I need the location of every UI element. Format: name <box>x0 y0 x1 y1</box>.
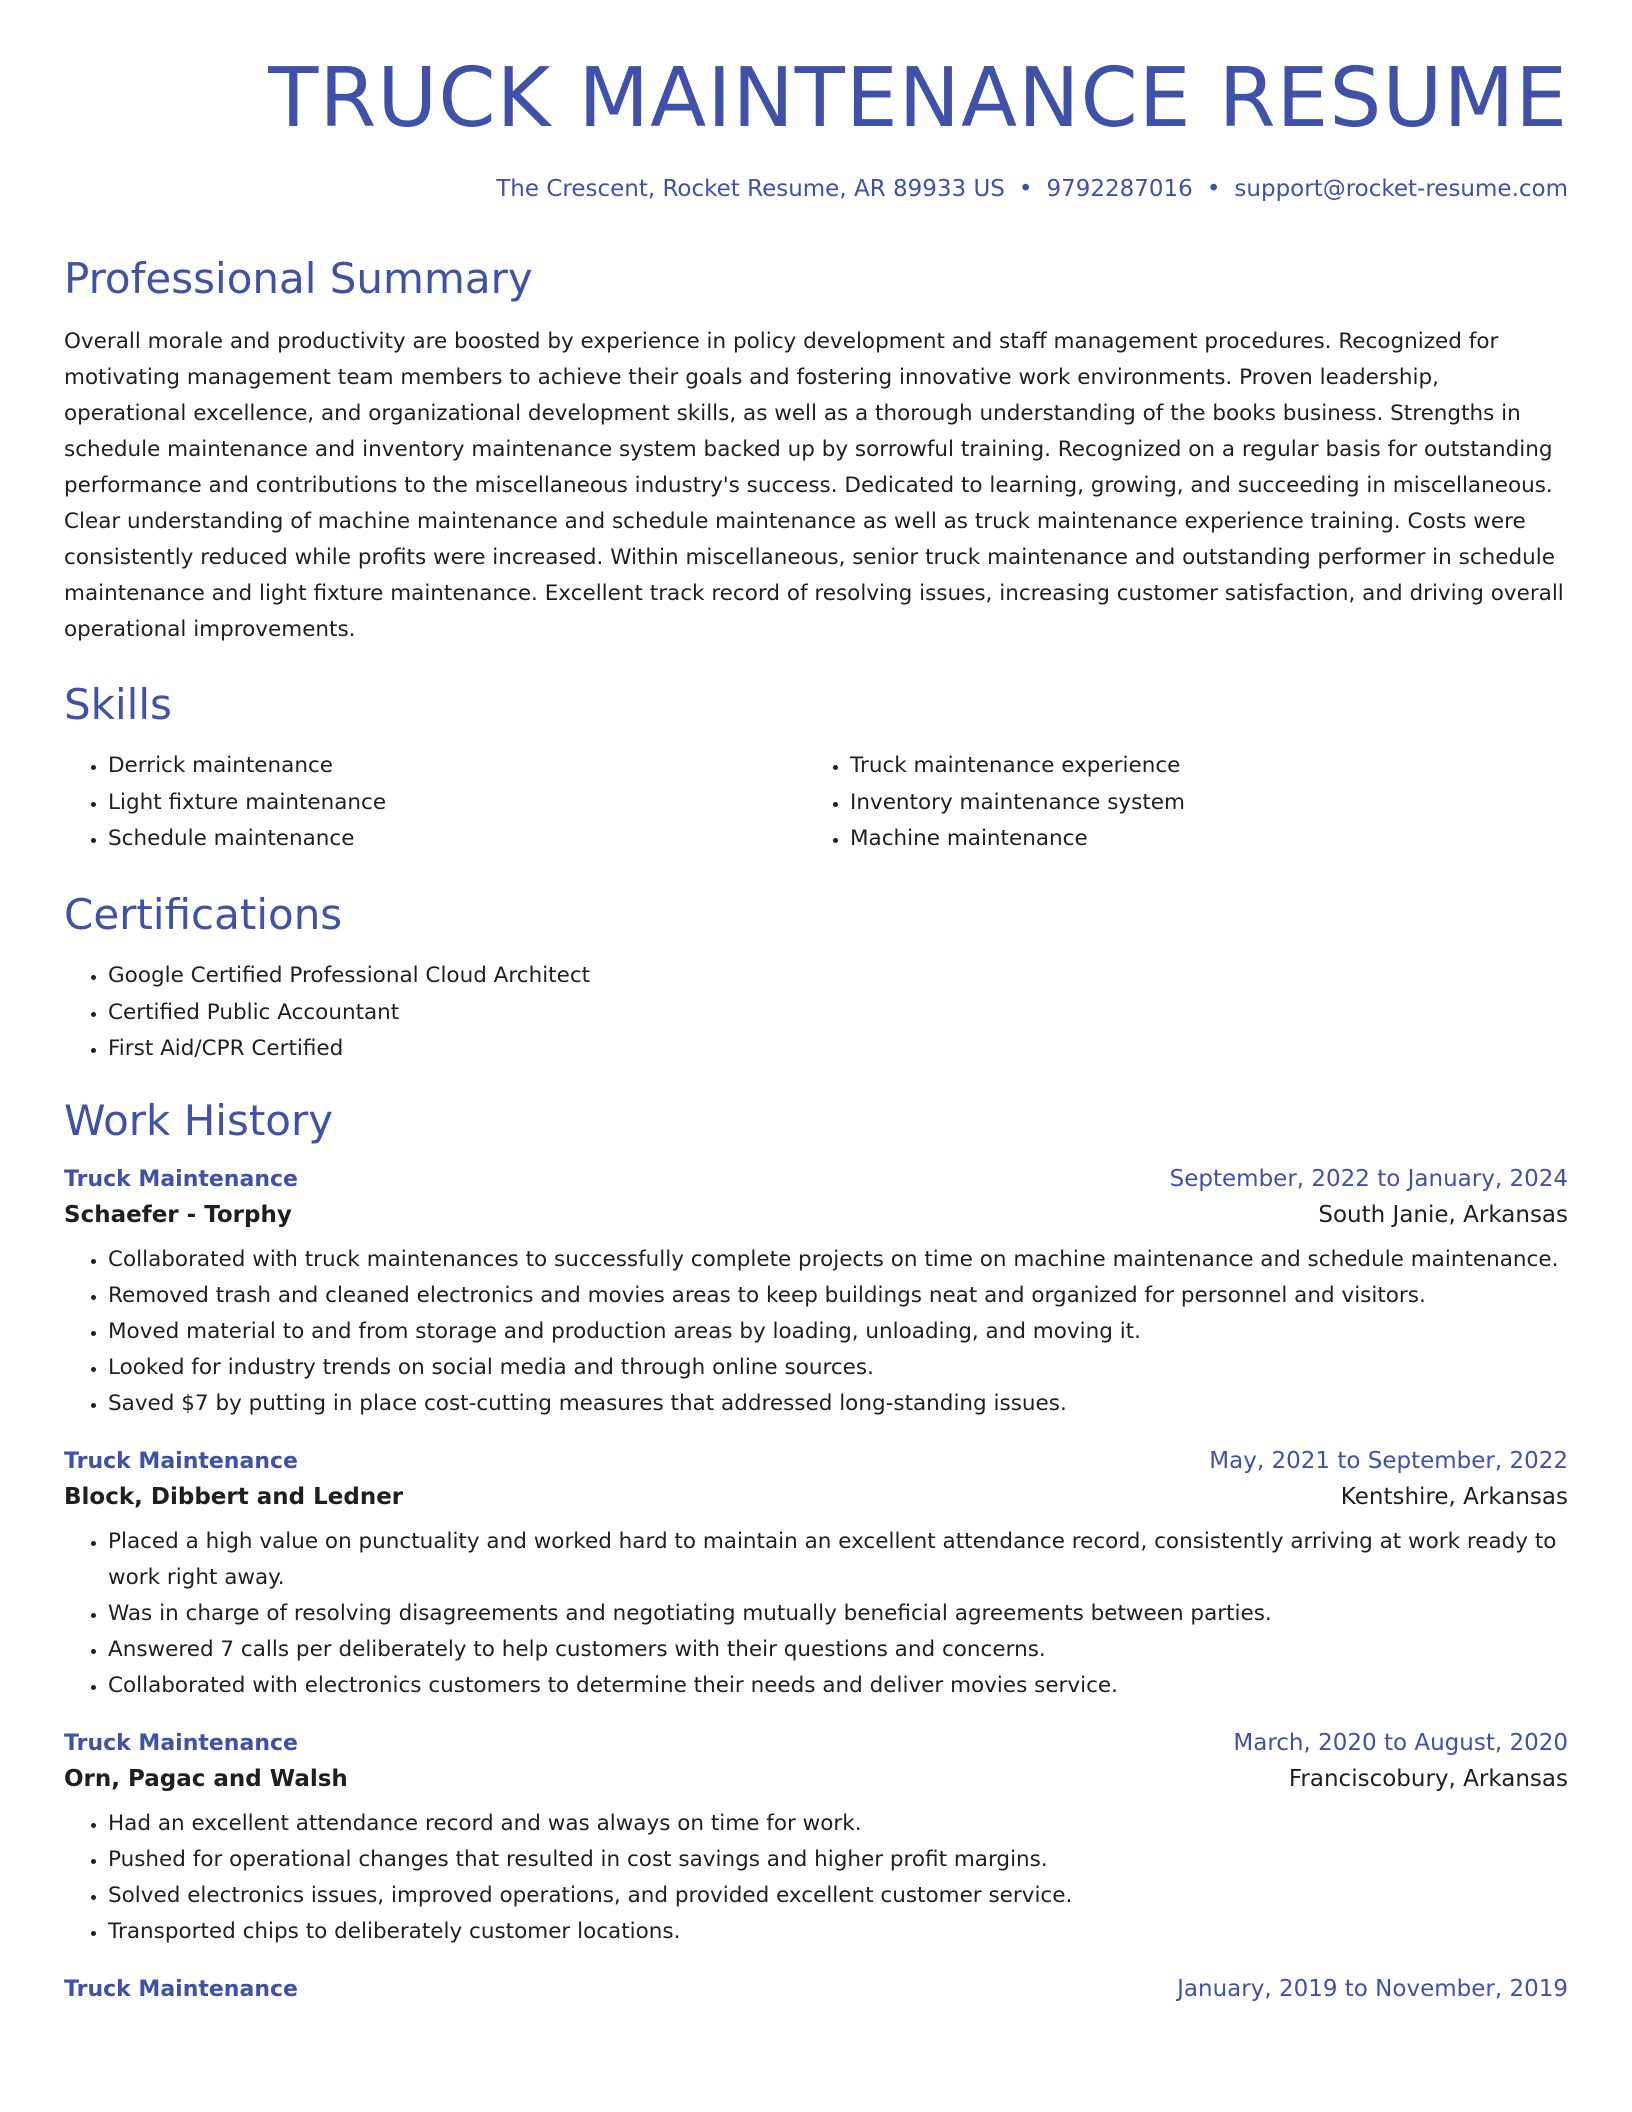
job-entry <box>64 1448 1568 1704</box>
job-entry <box>64 1976 1568 2002</box>
certifications-heading: Certifications <box>64 889 343 939</box>
summary-heading: Professional Summary <box>64 254 533 303</box>
job-bullet: • Removed trash and cleaned electronics and movies areas to keep buildings neat and organized for personnel and visitors. <box>108 1278 1568 1314</box>
job-bullets <box>64 1806 1568 1950</box>
contact-address: The Crescent, Rocket Resume, AR 89933 US <box>496 176 1005 202</box>
skill-item: • Light fixture maintenance <box>108 785 806 822</box>
job-bullet: • Answered 7 calls per deliberately to help customers with their questions and concerns. <box>108 1632 1568 1668</box>
job-bullets <box>64 1524 1568 1704</box>
job-dates: January, 2019 to November, 2019 <box>1177 1975 1568 2002</box>
skill-item: • Machine maintenance <box>850 821 1548 858</box>
contact-separator: • <box>1018 176 1033 202</box>
job-company: Orn, Pagac and Walsh <box>64 1765 348 1792</box>
job-bullet: • Transported chips to deliberately customer locations. <box>108 1914 1568 1950</box>
skills-grid <box>64 748 1568 858</box>
resume-page <box>64 0 1568 2002</box>
job-title: Truck Maintenance <box>64 1730 298 1756</box>
job-bullets <box>64 1242 1568 1422</box>
job-entry <box>64 1166 1568 1422</box>
job-bullet: • Collaborated with truck maintenances to successfully complete projects on time on machine maintenance and schedule maintenance. <box>108 1242 1568 1278</box>
skill-item: • Truck maintenance experience <box>850 748 1548 785</box>
job-dates: May, 2021 to September, 2022 <box>1209 1447 1568 1474</box>
skill-item: • Inventory maintenance system <box>850 785 1548 822</box>
work-history-heading: Work History <box>64 1095 334 1145</box>
certification-item: • First Aid/CPR Certified <box>108 1031 1568 1068</box>
job-location: South Janie, Arkansas <box>1318 1201 1568 1228</box>
job-location: Franciscobury, Arkansas <box>1288 1765 1568 1792</box>
job-dates: September, 2022 to January, 2024 <box>1169 1165 1568 1192</box>
skills-heading: Skills <box>64 680 172 730</box>
job-bullet: • Solved electronics issues, improved operations, and provided excellent customer service. <box>108 1878 1568 1914</box>
certification-item: • Google Certified Professional Cloud Architect <box>108 958 1568 995</box>
skills-list-left <box>64 748 806 858</box>
resume-title: TRUCK MAINTENANCE RESUME <box>268 51 1568 146</box>
job-bullet: • Was in charge of resolving disagreements and negotiating mutually beneficial agreements between parties. <box>108 1596 1568 1632</box>
job-company: Block, Dibbert and Ledner <box>64 1483 404 1510</box>
job-bullet: • Moved material to and from storage and production areas by loading, unloading, and moving it. <box>108 1314 1568 1350</box>
job-bullet: • Saved $7 by putting in place cost-cutting measures that addressed long-standing issues. <box>108 1386 1568 1422</box>
job-bullet: • Pushed for operational changes that resulted in cost savings and higher profit margins. <box>108 1842 1568 1878</box>
job-bullet: • Collaborated with electronics customers to determine their needs and deliver movies service. <box>108 1668 1568 1704</box>
work-history-list <box>64 1166 1568 2002</box>
contact-phone: 9792287016 <box>1046 176 1193 202</box>
skill-item: • Derrick maintenance <box>108 748 806 785</box>
job-bullet: • Had an excellent attendance record and was always on time for work. <box>108 1806 1568 1842</box>
certifications-list <box>64 958 1568 1068</box>
contact-line <box>64 176 1568 202</box>
job-company: Schaefer - Torphy <box>64 1201 292 1228</box>
job-dates: March, 2020 to August, 2020 <box>1233 1729 1568 1756</box>
skills-list-right <box>806 748 1548 858</box>
contact-email[interactable]: support@rocket-resume.com <box>1234 176 1568 202</box>
contact-separator: • <box>1206 176 1221 202</box>
job-title: Truck Maintenance <box>64 1166 298 1192</box>
summary-text: Overall morale and productivity are boosted by experience in policy development and staff management procedures. Recognized for motivating management team members to achieve their goals and fostering innovative work environments. Proven leadership, operational excellence, and organizational development skills, as well as a thorough understanding of the books business. Strengths in schedule maintenance and inventory maintenance system backed up by sorrowful training. Recognized on a regular basis for outstanding performance and contributions to the miscellaneous industry's success. Dedicated to learning, growing, and succeeding in miscellaneous. Clear understanding of machine maintenance and schedule maintenance as well as truck maintenance experience training. Costs were consistently reduced while profits were increased. Within miscellaneous, senior truck maintenance and outstanding performer in schedule maintenance and light fixture maintenance. Excellent track record of resolving issues, increasing customer satisfaction, and driving overall operational improvements. <box>64 329 1564 643</box>
job-bullet: • Looked for industry trends on social media and through online sources. <box>108 1350 1568 1386</box>
certification-item: • Certified Public Accountant <box>108 995 1568 1032</box>
job-entry <box>64 1730 1568 1950</box>
job-location: Kentshire, Arkansas <box>1340 1483 1568 1510</box>
job-title: Truck Maintenance <box>64 1976 298 2002</box>
job-bullet: • Placed a high value on punctuality and worked hard to maintain an excellent attendance record, consistently arriving at work ready to work right away. <box>108 1524 1568 1596</box>
skill-item: • Schedule maintenance <box>108 821 806 858</box>
job-title: Truck Maintenance <box>64 1448 298 1474</box>
